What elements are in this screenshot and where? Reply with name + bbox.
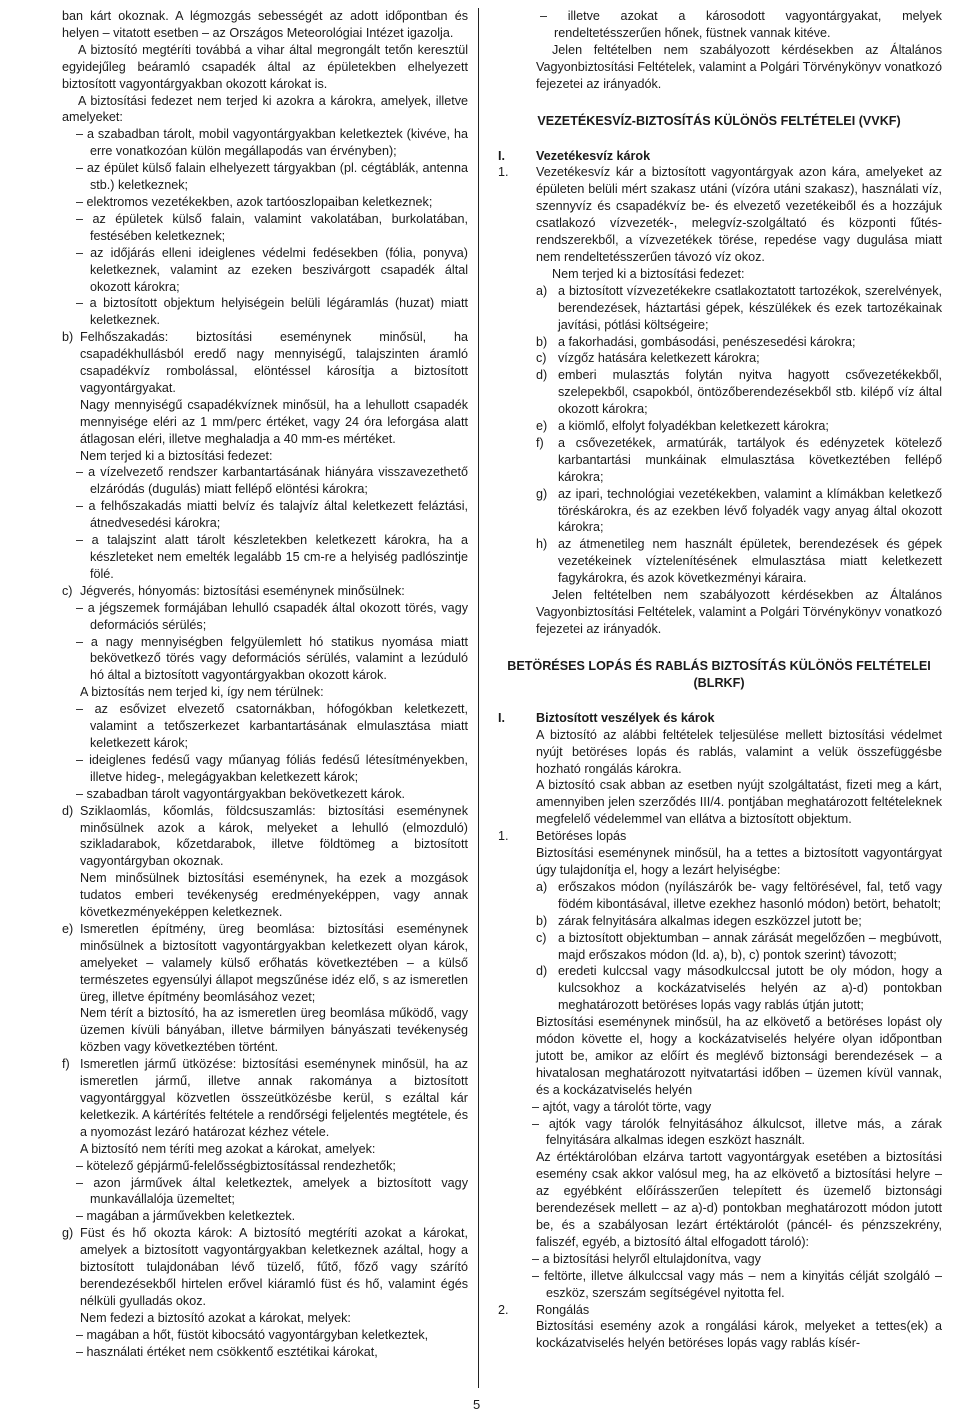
paragraph: Biztosítási eseménynek minősül, ha az elkövető a betöréses lopást oly módon követte el, hogy a kockázatviselés helyére olyan időpontban jutott be, amikor az előírt és meglévő biztonsági berendezések – a hivatalosan meghatározott nyitvatartási időben – üzemen kívül vannak, és a kockázatviselés helyén bbox=[536, 1015, 942, 1097]
left-column bbox=[62, 8, 468, 1361]
item-text: a csővezetékek, armatúrák, tartályok és edényzetek kötelező karbantartási munkáinak elmulasztása következtében fellépő károkra; bbox=[558, 435, 942, 484]
item-label: e) bbox=[62, 921, 74, 936]
lettered-list-item bbox=[536, 350, 942, 367]
item-label: g) bbox=[536, 486, 548, 501]
section-c bbox=[62, 583, 468, 803]
lettered-list-item bbox=[536, 879, 942, 913]
section-title bbox=[496, 148, 942, 165]
lettered-list-item bbox=[536, 283, 942, 334]
lettered-list bbox=[536, 283, 942, 587]
item-label: d) bbox=[62, 803, 74, 818]
subsection-title-text: Betöréses lopás bbox=[536, 829, 627, 844]
list-item: – feltörte, illetve álkulccsal vagy más – nem a kinyitás célját szolgáló – eszköz, szerszám segítségével nyitotta fel. bbox=[518, 1268, 942, 1302]
section-e bbox=[62, 921, 468, 1056]
list-item: – a vízelvezető rendszer karbantartásának hiányára visszavezethető elzáródás (dugulás) miatt fellépő elöntési károkra; bbox=[62, 464, 468, 498]
item-label: a) bbox=[536, 283, 548, 298]
section-b bbox=[62, 329, 468, 583]
paragraph: A biztosító az alábbi feltételek teljesülése mellett biztosítási védelmet nyújt betöréses lopás és rablás, valamint a velük összefüggésbe hozható rongálás károkra. bbox=[536, 727, 942, 776]
paragraph: Nem terjed ki a biztosítási fedezet: bbox=[80, 448, 273, 463]
list-item: – az épületek külső falain, valamint vakolatában, burkolatában, festésében keletkeznek; bbox=[62, 211, 468, 245]
item-label: 2. bbox=[498, 1302, 509, 1317]
paragraph: A biztosítási fedezet nem terjed ki azokra a károkra, amelyek, illetve amelyeket: bbox=[62, 93, 468, 125]
list-item: – szabadban tárolt vagyontárgyakban bekövetkezett károk. bbox=[62, 786, 468, 803]
list-item: – az épület külső falain elhelyezett tárgyakban (pl. cégtáblák, antenna stb.) keletkeznek; bbox=[62, 160, 468, 194]
list-item: – ajtók vagy tárolók felnyitásához álkulcsot, illetve más, a zárak felnyitására alkalmas idegen eszközt használt. bbox=[518, 1116, 942, 1150]
paragraph: Jelen feltételben nem szabályozott kérdésekben az Általános Vagyonbiztosítási Feltételek, valamint a Polgári Törvénykönyv vonatkozó fejezetei az irányadók. bbox=[536, 588, 942, 636]
item-label: e) bbox=[536, 419, 548, 434]
list-item: – használati értéket nem csökkentő esztétikai károkat, bbox=[62, 1344, 468, 1361]
lettered-list-item bbox=[536, 418, 942, 435]
list-item: – azon járművek által keletkeztek, amelyek a biztosított vagy munkavállalója üzemeltet; bbox=[62, 1175, 468, 1209]
item-text: az ipari, technológiai vezetékekben, valamint a klímákban keletkező töréskárokra, és az ezekben lévő folyadék vagy anyag által okozott károkra; bbox=[558, 486, 942, 535]
list-item: – a szabadban tárolt, mobil vagyontárgyakban keletkeztek (kivéve, ha erre vonatkozóan külön megállapodás van érvényben); bbox=[62, 126, 468, 160]
paragraph: Nem térít a biztosító, ha az ismeretlen üreg beomlása működő, vagy üzemen kívüli bányában, illetve bármilyen bányászati tevékenység közben vagy következtében történt. bbox=[80, 1006, 468, 1055]
item-text: a fakorhadási, gombásodási, penészesedési károkra; bbox=[558, 334, 856, 349]
item-label: b) bbox=[536, 334, 548, 349]
list-item: – az esővizet elvezető csatornákban, hófogókban keletkezett, valamint a tetőszerkezet karbantartásának elmulasztása miatt keletkezett károk; bbox=[62, 701, 468, 752]
list-item: – a talajszint alatt tárolt készletekben keletkezett károkra, ha a készleteket nem emelték legalább 15 cm-re a helyiség padlószintje fölé. bbox=[62, 532, 468, 583]
lettered-list-item bbox=[536, 536, 942, 587]
subsection-title bbox=[496, 828, 942, 845]
paragraph: Nem fedezi a biztosító azokat a károkat, melyek: bbox=[80, 1310, 351, 1325]
subsection-title-text: Rongálás bbox=[536, 1302, 590, 1317]
paragraph: A biztosító megtéríti továbbá a vihar által megrongált tetőn keresztül egyidejűleg beáramló csapadék által az épületekben elhelyezett biztosított vagyontárgyakban okozott károkat is. bbox=[62, 42, 468, 91]
paragraph: Füst és hő okozta károk: A biztosító megtéríti azokat a károkat, amelyek a biztosított vagyontárgyakban keletkeznek azáltal, hogy a biztosított tulajdonában lévő tüzelő, fűtő, főző vagy szárító berendezésekből hirtelen erővel kiáramló füst és hő, valamint égés nélküli gyulladás okoz. bbox=[80, 1226, 468, 1308]
item-label: g) bbox=[62, 1226, 74, 1241]
right-column bbox=[496, 8, 942, 1352]
item-label: f) bbox=[536, 435, 544, 450]
section-heading-vvkf: VEZETÉKESVÍZ-BIZTOSÍTÁS KÜLÖNÖS FELTÉTELEI (VVKF) bbox=[537, 113, 901, 128]
list-item: – a felhőszakadás miatti belvíz és talajvíz által keletkezett feláztási, átnedvesedési károkra; bbox=[62, 498, 468, 532]
item-label: c) bbox=[62, 583, 73, 598]
subsection-body bbox=[496, 1318, 942, 1352]
lettered-list-item bbox=[536, 486, 942, 537]
item-label: 1. bbox=[498, 829, 509, 844]
paragraph: Ismeretlen építmény, üreg beomlása: biztosítási eseménynek minősülnek a biztosított vagyontárgyakban keletkezett olyan károk, amelyeket – valamely külső erőhatás következtében – a külső természetes egyensúlyi állapot megszűnése idéz elő, s az ismeretlen üreg, illetve építmény beomlásához vezet; bbox=[80, 921, 468, 1004]
item-text: az átmenetileg nem használt épületek, berendezések és gépek vezetékeinek víztelenítésének elmulasztása miatt keletkezett fagykárokra, és azok következményi káraira. bbox=[558, 537, 942, 586]
item-label: d) bbox=[536, 964, 548, 979]
paragraph: Ismeretlen jármű ütközése: biztosítási eseménynek minősül, ha az ismeretlen jármű, illetve annak rakománya a biztosított vagyontárggyal közvetlen összeütközésbe kerül, s ezáltal kár keletkezik. A kártérítés feltétele a rendőrségi feljelentés megtétele, és a nyomozást lezáró határozat kézhez vétele. bbox=[80, 1057, 468, 1139]
item-label: f) bbox=[62, 1057, 70, 1072]
list-item: – ajtót, vagy a tárolót törte, vagy bbox=[518, 1099, 942, 1116]
lettered-list-item bbox=[536, 367, 942, 418]
paragraph: Felhőszakadás: biztosítási eseménynek minősül, ha csapadékhullásból eredő nagy mennyiségű, talajszinten áramló csapadékvíz rombolással, elöntéssel károsítja a biztosított vagyontárgyakat. bbox=[80, 330, 468, 395]
page-number: 5 bbox=[473, 1397, 481, 1412]
item-label: c) bbox=[536, 930, 547, 945]
list-item: – kötelező gépjármű-felelősségbiztosítással rendezhetők; bbox=[62, 1158, 468, 1175]
section-g bbox=[62, 1225, 468, 1360]
item-label: c) bbox=[536, 351, 547, 366]
item-label: h) bbox=[536, 537, 548, 552]
item-text: a biztosított vízvezetékekre csatlakoztatott tartozékok, szerelvények, berendezések, háztartási gépek, készülékek és ezek tartozékainak javítási, pótlási költségeire; bbox=[558, 283, 942, 332]
item-text: emberi mulasztás folytán nyitva hagyott csővezetékekből, szelepekből, csapokból, öntözőberendezésekből stb. kilépő víz által okozott károkra; bbox=[558, 368, 942, 417]
paragraph: A biztosító csak abban az esetben nyújt szolgáltatást, fizeti meg a kárt, amennyiben jelen szerződés III/4. pontjában meghatározott feltételeknek megfelelő védelemmel van ellátva a biztosított objektum. bbox=[536, 778, 942, 827]
list-item: – ideiglenes fedésű vagy műanyag fóliás fedésű létesítményekben, illetve hideg-, melegágyakban keletkezett károk; bbox=[62, 752, 468, 786]
section-title-text: Vezetékesvíz károk bbox=[536, 148, 651, 163]
list-item: – a nagy mennyiségben felgyülemlett hó statikus nyomása miatt bekövetkező törés vagy deformációs sérülés, valamint a lezúduló hó által a biztosított vagyontárgyakban okozott károk. bbox=[62, 634, 468, 685]
lettered-list-item bbox=[536, 930, 942, 964]
list-item: – a jégszemek formájában lehulló csapadék által okozott törés, vagy deformációs sérülés; bbox=[62, 600, 468, 634]
lettered-list-item bbox=[536, 334, 942, 351]
lettered-list-item bbox=[536, 435, 942, 486]
list-item: – magában a járművekben keletkeztek. bbox=[62, 1208, 468, 1225]
item-text: zárak felnyitására alkalmas idegen eszközzel jutott be; bbox=[558, 913, 862, 928]
section-title-text: Biztosított veszélyek és károk bbox=[536, 710, 715, 725]
section-heading-blrkf: BETÖRÉSES LOPÁS ÉS RABLÁS BIZTOSÍTÁS KÜLÖNÖS FELTÉTELEI (BLRKF) bbox=[507, 658, 931, 690]
list-item: – az időjárás elleni ideiglenes védelmi fedésekben (fólia, ponyva) keletkeznek, valamint az ezeken beszivárgott csapadék által okozott károkra; bbox=[62, 245, 468, 296]
paragraph: Nagy mennyiségű csapadékvíznek minősül, ha a lehullott csapadék mennyisége eléri az 1 mm/perc értéket, vagy 24 óra leforgása alatt átlagosan eléri, illetve meghaladja a 40 mm-es mértéket. bbox=[80, 397, 468, 446]
section-label: I. bbox=[498, 710, 505, 725]
list-item: – elektromos vezetékekben, azok tartóoszlopaiban keletkeznek; bbox=[62, 194, 468, 211]
paragraph: A biztosító nem téríti meg azokat a károkat, amelyek: bbox=[80, 1141, 376, 1156]
item-text: vízgőz hatására keletkezett károkra; bbox=[558, 351, 760, 366]
item-label: a) bbox=[536, 879, 548, 894]
item-label: b) bbox=[536, 913, 548, 928]
lettered-list-item bbox=[536, 963, 942, 1014]
subsection-title bbox=[496, 1302, 942, 1319]
list-item: – a biztosítási helyről eltulajdonítva, vagy bbox=[518, 1251, 942, 1268]
paragraph: A biztosítás nem terjed ki, így nem térülnek: bbox=[80, 685, 324, 700]
item-text: a kiömlő, elfolyt folyadékban keletkezett károkra; bbox=[558, 419, 829, 434]
item-text: a biztosított objektumban – annak zárását megelőzően – megbúvott, majd erőszakos módon (ld. a), b), c) pontok szerint) távozott; bbox=[558, 930, 942, 962]
section-title bbox=[496, 710, 942, 727]
paragraph: ban kárt okoznak. A légmozgás sebességét az adott időpontban és helyen – vitatott esetben – az Országos Meteorológiai Intézet igazolja. bbox=[62, 9, 468, 40]
list-item: – a biztosított objektum helyiségein belüli légáramlás (huzat) miatt keletkeznek. bbox=[62, 295, 468, 329]
paragraph: Nem terjed ki a biztosítási fedezet: bbox=[552, 266, 745, 281]
item-text: erőszakos módon (nyílászárók be- vagy feltörésével, fal, tető vagy födém kibontásával, illetve ezekhez hasonló módon) betört, behatolt; bbox=[558, 879, 942, 911]
paragraph: Nem minősülnek biztosítási eseménynek, ha ezek a mozgások tudatos emberi tevékenység eredményeképpen, vagy annak következményeképpen keletkeznek. bbox=[80, 871, 468, 920]
list-item: – illetve azokat a károsodott vagyontárgyakat, melyek rendeltetésszerűen hőnek, füstnek vannak kitéve. bbox=[496, 8, 942, 42]
item-label: b) bbox=[62, 330, 74, 345]
column-divider bbox=[478, 8, 479, 1388]
lettered-list bbox=[536, 879, 942, 1014]
paragraph: Jégverés, hónyomás: biztosítási eseménynek minősülnek: bbox=[80, 583, 405, 598]
paragraph: Vezetékesvíz kár a biztosított vagyontárgyak azon kára, amelyeket az épületen belüli mért szakasz utáni (vízóra utáni szakasz), használati víz, szennyvíz és csapadékvíz be- és elvezető vezetékeiből és a hozzájuk csatlakozó vízvezeték-, melegvíz-szolgáltató és központi fűtés-rendszerekből, a vízvezetékek törése, repedése vagy dugulása miatt nem rendeltetésszerűen távozó víz okoz. bbox=[536, 165, 942, 264]
paragraph: Az értéktárolóban elzárva tartott vagyontárgyak esetében a biztosítási esemény csak akkor valósul meg, ha az elkövető a biztosítási helyre – az egyébként előírásszerűen telepített és üzemelő biztonsági berendezések mellett – az a)-d) pontokban meghatározott módon jutott be, és a szabályosan lezárt értéktárolót (páncél- és pénzszekrény, faliszéf, egyéb, a biztosító által elfogadott tároló): bbox=[536, 1150, 942, 1249]
section-d bbox=[62, 803, 468, 921]
list-item: – magában a hőt, füstöt kibocsátó vagyontárgyban keletkeztek, bbox=[62, 1327, 468, 1344]
numbered-item bbox=[496, 164, 942, 637]
paragraph: Jelen feltételben nem szabályozott kérdésekben az Általános Vagyonbiztosítási Feltételek, valamint a Polgári Törvénykönyv vonatkozó fejezetei az irányadók. bbox=[536, 42, 942, 91]
section-label: I. bbox=[498, 148, 505, 163]
lettered-list-item bbox=[536, 913, 942, 930]
subsection-body bbox=[496, 845, 942, 1301]
paragraph: Sziklaomlás, kőomlás, földcsuszamlás: biztosítási eseménynek minősülnek azok a károk, melyeket a lehulló (elmozduló) szikladarabok, kőzetdarabok, illetve földtömeg a biztosított vagyontárgyban okoznak. bbox=[80, 803, 468, 869]
paragraph: Biztosítási esemény azok a rongálási károk, melyeket a tettes(ek) a kockázatviselés helyén betöréses lopás vagy rablás kísér- bbox=[536, 1319, 942, 1351]
section-f bbox=[62, 1056, 468, 1225]
item-label: d) bbox=[536, 368, 548, 383]
section-body bbox=[496, 727, 942, 828]
paragraph: Biztosítási eseménynek minősül, ha a tettes a biztosított vagyontárgyat úgy tulajdonítja el, hogy a lezárt helyiségbe: bbox=[536, 846, 942, 877]
item-label: 1. bbox=[498, 165, 509, 180]
item-text: eredeti kulccsal vagy másodkulccsal jutott be oly módon, hogy a kulcsokhoz a kockázatviselés helyén az a)-d) pontokban meghatározott betöréses lopás vagy rablás útján jutott; bbox=[558, 964, 942, 1013]
